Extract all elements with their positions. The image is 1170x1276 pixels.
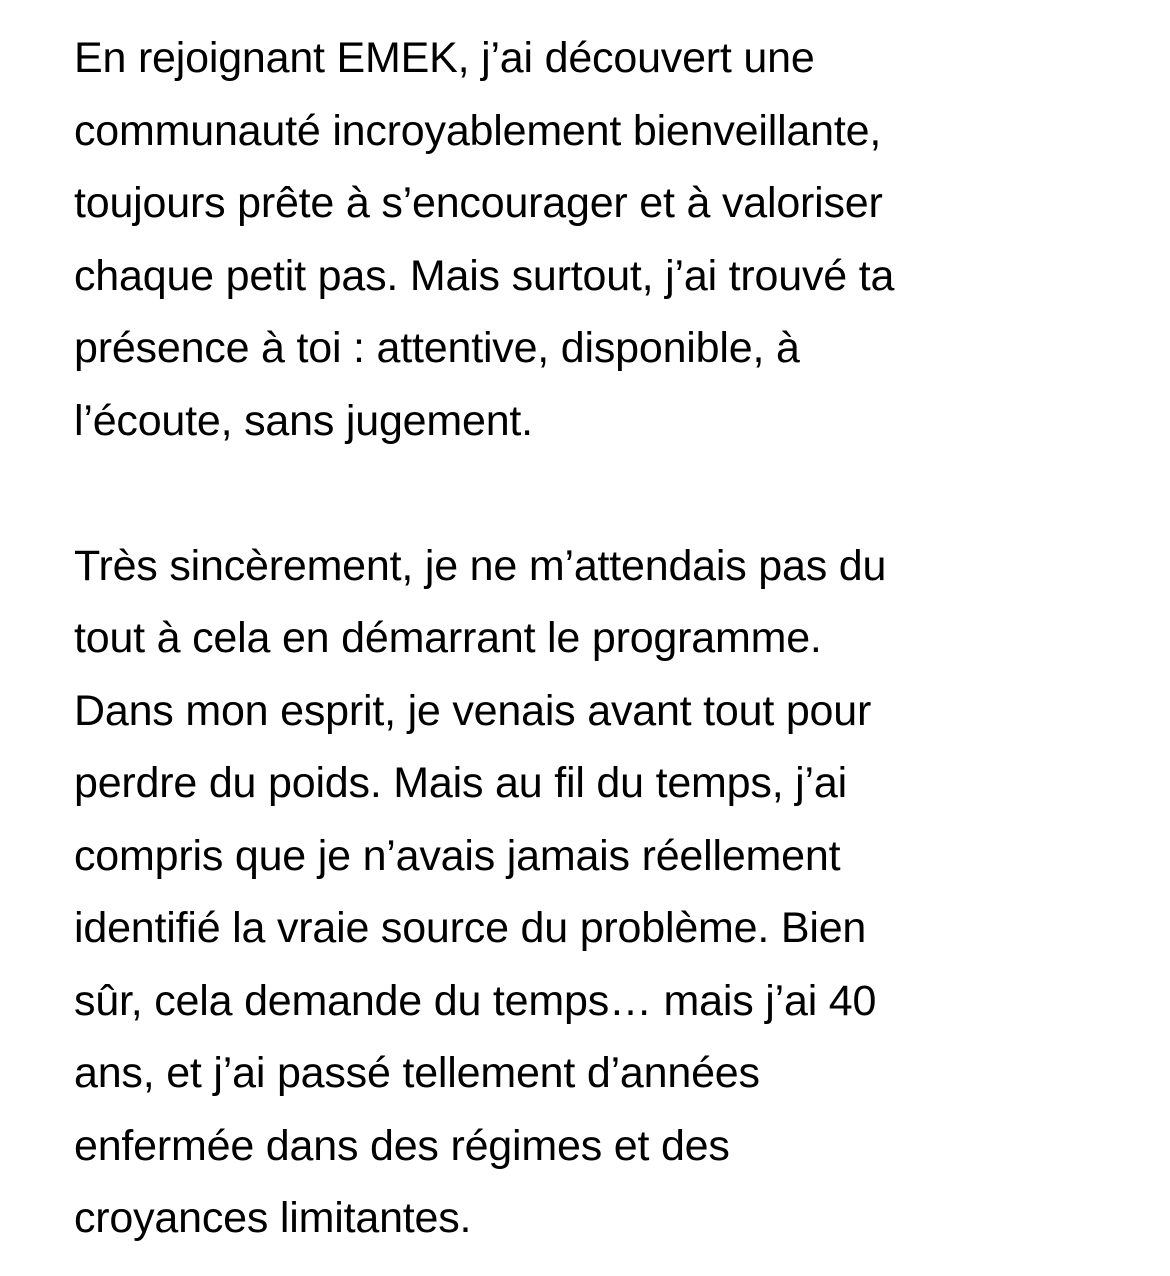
text-line: identifié la vraie source du problème. Bien bbox=[74, 904, 867, 952]
text-line: tout à cela en démarrant le programme. bbox=[74, 614, 822, 662]
text-line: perdre du poids. Mais au fil du temps, j’ai bbox=[74, 759, 847, 807]
message-paragraph bbox=[74, 530, 1134, 1255]
text-line: En rejoignant EMEK, j’ai découvert une bbox=[74, 34, 815, 82]
text-line: présence à toi : attentive, disponible, à bbox=[74, 324, 800, 372]
text-line: communauté incroyablement bienveillante, bbox=[74, 106, 882, 155]
text-line: Dans mon esprit, je venais avant tout pour bbox=[74, 686, 872, 735]
text-line: toujours prête à s’encourager et à valoriser bbox=[74, 179, 883, 227]
text-line: chaque petit pas. Mais surtout, j’ai trouvé ta bbox=[74, 251, 895, 300]
text-line: croyances limitantes. bbox=[74, 1194, 472, 1242]
text-line: sûr, cela demande du temps… mais j’ai 40 bbox=[74, 976, 877, 1025]
message-paragraph bbox=[74, 22, 1134, 457]
message-body bbox=[74, 22, 1134, 1255]
text-line: Très sincèrement, je ne m’attendais pas du bbox=[74, 541, 887, 590]
text-line: ans, et j’ai passé tellement d’années bbox=[74, 1049, 760, 1097]
text-line: enfermée dans des régimes et des bbox=[74, 1121, 730, 1170]
text-line: l’écoute, sans jugement. bbox=[74, 396, 533, 445]
text-line: compris que je n’avais jamais réellement bbox=[74, 831, 841, 880]
paragraph-spacer bbox=[74, 457, 1134, 530]
